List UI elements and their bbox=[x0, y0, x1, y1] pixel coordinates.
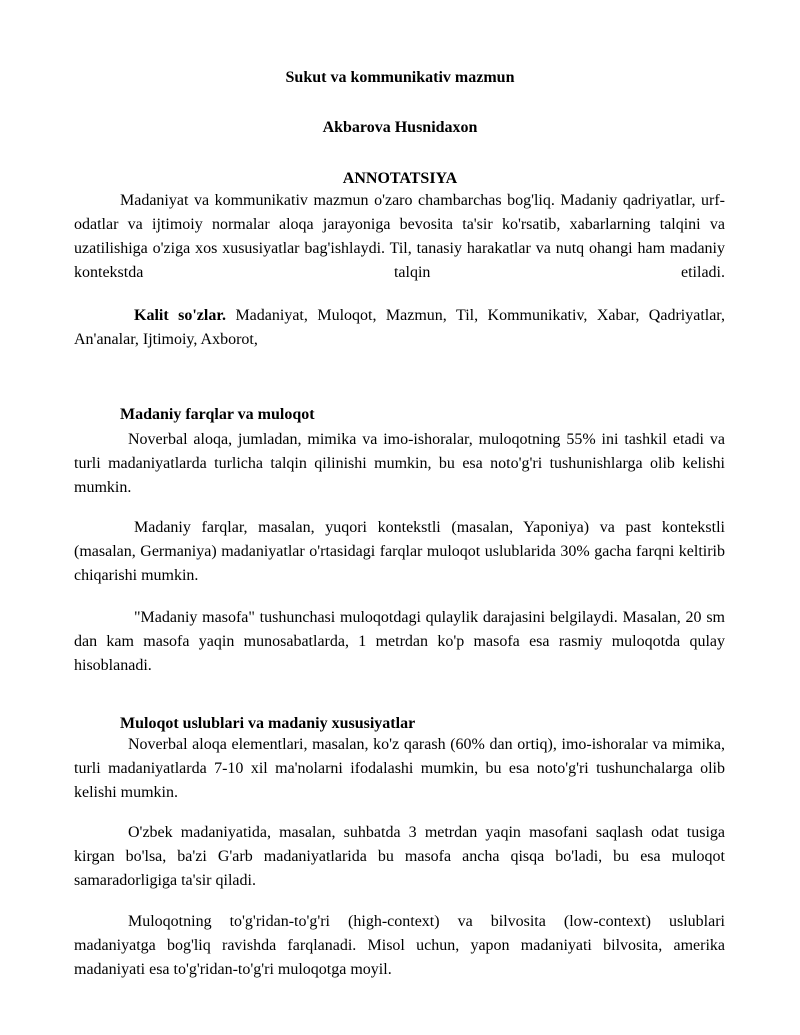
section2-heading: Muloqot uslublari va madaniy xususiyatlar bbox=[120, 715, 416, 732]
keywords-paragraph bbox=[74, 304, 725, 352]
section1-paragraph-2: Madaniy farqlar, masalan, yuqori kontekstli (masalan, Yaponiya) va past kontekstli (masalan, Germaniya) madaniyatlar o'rtasidagi farqlar muloqot uslublarida 30% gacha farqni keltirib chiqarishi mumkin. bbox=[74, 519, 725, 584]
section2-paragraph-3: Muloqotning to'g'ridan-to'g'ri (high-context) va bilvosita (low-context) uslublari madaniyatga bog'liq ravishda farqlanadi. Misol uchun, yapon madaniyati bilvosita, amerika madaniyati esa to'g'ridan-to'g'ri muloqotga moyil. bbox=[74, 913, 725, 978]
section1-paragraph-3: "Madaniy masofa" tushunchasi muloqotdagi qulaylik darajasini belgilaydi. Masalan, 20 sm dan kam masofa yaqin munosabatlarda, 1 metrdan ko'p masofa esa rasmiy muloqotda qulay hisoblanadi. bbox=[74, 609, 725, 674]
document-title: Sukut va kommunikativ mazmun bbox=[285, 69, 515, 86]
author-name: Akbarova Husnidaxon bbox=[322, 119, 478, 136]
section1-heading: Madaniy farqlar va muloqot bbox=[120, 406, 315, 423]
section2-paragraph-1: Noverbal aloqa elementlari, masalan, ko'z qarash (60% dan ortiq), imo-ishoralar va mimika, turli madaniyatlarda 7-10 xil ma'nolarni ifodalashi mumkin, bu esa noto'g'ri tushunchalarga olib kelishi mumkin. bbox=[74, 736, 725, 801]
section2-paragraph-2: O'zbek madaniyatida, masalan, suhbatda 3 metrdan yaqin masofani saqlash odat tusiga kirgan bo'lsa, ba'zi G'arb madaniyatlarida bu masofa ancha qisqa bo'ladi, bu esa muloqot samaradorligiga ta'sir qiladi. bbox=[74, 824, 725, 889]
annotation-paragraph: Madaniyat va kommunikativ mazmun o'zaro chambarchas bog'liq. Madaniy qadriyatlar, urf-odatlar va ijtimoiy normalar aloqa jarayoniga bevosita ta'sir ko'rsatib, xabarlarning talqini va uzatilishiga o'ziga xos xususiyatlar bag'ishlaydi. Til, tanasiy harakatlar va nutq ohangi ham madaniy kontekstda talqin etiladi. bbox=[74, 192, 725, 281]
annotation-heading: ANNOTATSIYA bbox=[342, 170, 458, 187]
keywords-label: Kalit so'zlar. bbox=[134, 307, 226, 324]
section1-paragraph-1: Noverbal aloqa, jumladan, mimika va imo-ishoralar, muloqotning 55% ini tashkil etadi va turli madaniyatlarda turlicha talqin qilinishi mumkin, bu esa noto'g'ri tushunishlarga olib kelishi mumkin. bbox=[74, 431, 725, 496]
keywords-text: Madaniyat, Muloqot, Mazmun, Til, Kommunikativ, Xabar, Qadriyatlar, An'analar, Ijtimoiy, Axborot, bbox=[74, 307, 725, 348]
